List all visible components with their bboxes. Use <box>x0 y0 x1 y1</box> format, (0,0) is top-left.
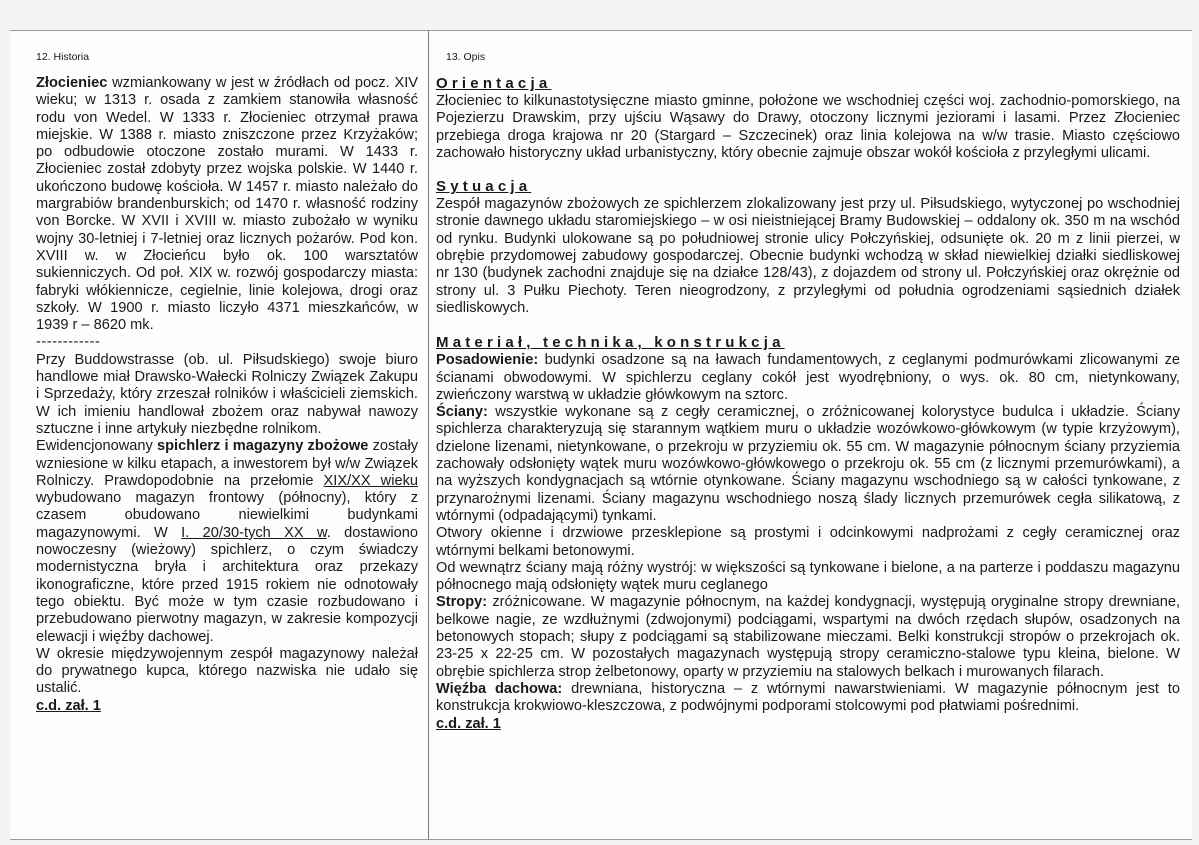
town-name: Złocieniec <box>36 75 108 91</box>
section-label-description: 13. Opis <box>446 51 486 63</box>
p3-part-a: Ewidencjonowany <box>36 438 158 455</box>
history-paragraph-4: W okresie międzywojennym zespół magazynowy należał do prywatnego kupca, którego nazwiska nie udało się ustalić. <box>36 645 418 697</box>
history-paragraph-1-text: wzmiankowany w jest w źródłach od pocz. XIV wieku; w 1313 r. osada z zamkiem stanowiła własność rodu von Wedel. W 1333 r. Złocieniec otrzymał prawa miejskie. W 1388 r. miasto zniszczone przez Krzyżaków; po odbudowie otoczone zostało murami. W 1433 r. Złocieniec został zdobyty przez wojska polskie. W 1440 r. ukończono budowę kościoła. W 1457 r. miasto należało do margrabiów brandenburskich; od 1470 r. własność rodziny von Borcke. W XVII i XVIII w. miasto zubożało w wyniku wojny 30-letniej i 7-letniej oraz licznych pożarów. Pod kon. XVIII w. w Złocieńcu było ok. 100 warsztatów sukienniczych. Od poł. XIX w. rozwój gospodarczy miasta: fabryki włókiennicze, cegielnie, linie kolejowa, drogi oraz szkoły. W 1900 r. miasto liczyło 4371 mieszkańców, w 1939 r – 8620 mk. <box>36 75 418 334</box>
sytuacja-text: Zespół magazynów zbożowych ze spichlerzem zlokalizowany jest przy ul. Piłsudskiego, wytyczonej po wschodniej stronie dawnego układu staromiejskiego – w osi nieistniejącej Bramy Budowskiej – oddalony ok. 350 m na wschód od rynku. Budynki ulokowane są po południowej stronie ulicy Połczyńskiej, odsunięte ok. 20 m z linii pierzei, w obrębie przydomowej zabudowy gospodarczej. Obecnie budynki wchodzą w skład niewielkiej działki siedliskowej nr 130 (budynek zachodni znajduje się na działce 128/43), z dojazdem od strony ul. Połczyńskiej oraz okrężnie od strony ul. 3 Pułku Piechoty. Teren nieogrodzony, z przyległymi od południa ogrodzeniami sąsiednich działek siedliskowych. <box>436 196 1180 316</box>
history-column <box>36 51 418 715</box>
date-underlined-2: I. 20/30-tych XX w <box>181 524 327 541</box>
otwory-paragraph: Otwory okienne i drzwiowe przesklepione są prostymi i odcinkowymi nadprożami z cegły ceramicznej oraz wtórnymi belkami betonowymi. <box>436 525 1180 559</box>
continued-attachment-left: c.d. zał. 1 <box>36 697 101 714</box>
continued-attachment-right: c.d. zał. 1 <box>436 715 501 732</box>
section-label-history: 12. Historia <box>36 51 90 63</box>
sciany-paragraph <box>436 404 1180 525</box>
date-underlined-1: XIX/XX wieku <box>323 472 418 489</box>
form-sheet <box>10 30 1192 840</box>
separator: ------------ <box>36 334 101 351</box>
history-paragraph-1 <box>36 75 418 334</box>
p3-part-d: wybudowano magazyn frontowy (północny), który z czasem obudowano niewielkimi budynkami magazynowymi. W <box>36 490 418 541</box>
p3-part-e: . dostawiono nowoczesny (wieżowy) spichlerz, o czym świadczy modernistyczna bryła i architektura oraz przekazy ikonograficzne, które przed 1915 rokiem nie odnotowały tego obiektu. Być może w tym czasie rozbudowano i przebudowano pierwotny magazyn, w zakresie kompozycji elewacji i więźby dachowej. <box>36 524 418 645</box>
stropy-paragraph <box>436 594 1180 680</box>
column-divider <box>428 31 429 839</box>
history-paragraph-2: Przy Buddowstrasse (ob. ul. Piłsudskiego) swoje biuro handlowe miał Drawsko-Wałecki Rolniczy Związek Zakupu i Sprzedaży, który zrzeszał rolników i właścicieli ziemskich. W ich imieniu handlował zbożem oraz nabywał nawozy sztuczne i inne artykuły niezbędne rolnikom. <box>36 351 418 437</box>
stropy-text: zróżnicowane. W magazynie północnym, na każdej kondygnacji, występują oryginalne stropy drewniane, belkowe nagie, ze wzdłużnymi (zdwojonymi) podciągami, wspartymi na dwóch rzędach słupów, osadzonych na betonowych stopach; słupy z podciągami są stabilizowane mieczami. Belki konstrukcji stropów o przekrojach ok. 23-25 x 22-25 cm. W pozostałych magazynach występują stropy ceramiczno-stalowe typu kleina, bielone. W obrębie spichlerza strop żelbetonowy, oparty w przyziemiu na stalowych belkach i murowanych filarach. <box>436 594 1180 680</box>
stropy-label: Stropy: <box>436 594 488 611</box>
sciany-label: Ściany: <box>436 404 488 421</box>
heading-orientacja: Orientacja <box>436 75 552 92</box>
p3-part-c: zostały wzniesione w kilku etapach, a inwestorem był w/w Związek Rolniczy. Prawdopodobnie na przełomie <box>36 438 418 489</box>
object-name: spichlerz i magazyny zbożowe <box>157 438 369 455</box>
heading-material: Materiał, technika, konstrukcja <box>436 334 785 352</box>
posadowienie-text: budynki osadzone są na ławach fundamentowych, z ceglanymi podmurówkami zlicowanymi ze ścianami obwodowymi. W spichlerzu ceglany cokół jest wyodrębniony, o wys. ok. 80 cm, nietynkowany, zwieńczony warstwą w układzie główkowym na sztorc. <box>436 352 1180 403</box>
wiezba-paragraph <box>436 681 1180 716</box>
wiezba-label: Więźba dachowa: <box>436 680 563 697</box>
posadowienie-paragraph <box>436 352 1180 404</box>
posadowienie-label: Posadowienie: <box>436 352 539 369</box>
description-column <box>436 51 1180 733</box>
sciany-text: wszystkie wykonane są z cegły ceramicznej, o zróżnicowanej kolorystyce budulca i układzie. Ściany spichlerza charakteryzują się starannym wątkiem muru o układzie wozówkowo-główkowym (w typie krzyżowym), dzielone lizenami, nietynkowane, o przekroju w przyziemiu ok. 55 cm. W magazynie północnym ściany przyziemia zachowały odsłonięty wątek muru wozówkowo-główkowego o przekroju ok. 55 cm (z licznymi przemurówkami), a na wyższych kondygnacjach są wtórnie otynkowane. Ściany magazynu wschodniego są w całości tynkowane, z przynarożnymi lizenami. Ściany magazynu wschodniego noszą ślady licznych przemurówek cegła silikatową, z wtórnymi (odpadającymi) tynkami. <box>436 404 1180 524</box>
wnetrze-paragraph: Od wewnątrz ściany mają różny wystrój: w większości są tynkowane i bielone, a na parterze i poddaszu magazynu północnego mają odsłonięty wątek muru ceglanego <box>436 559 1180 594</box>
heading-sytuacja: Sytuacja <box>436 178 532 196</box>
history-paragraph-3 <box>36 438 418 646</box>
wiezba-text: drewniana, historyczna – z wtórnymi nawarstwieniami. W magazynie północnym jest to konstrukcja krokwiowo-kleszczowa, z podwójnymi podporami stolcowymi pod płatwiami pośrednimi. <box>436 680 1180 715</box>
orientacja-text: Złocieniec to kilkunastotysięczne miasto gminne, położone we wschodniej części woj. zachodnio-pomorskiego, na Pojezierzu Drawskim, przy ujściu Wąsawy do Drawy, otoczony licznymi jeziorami i lasami. Przez Złocieniec przebiega droga krajowa nr 20 (Stargard – Szczecinek) oraz linia kolejowa na w/w trasie. Miasto częściowo zachowało historyczny układ urbanistyczny, który obecnie zajmuje obszar wokół kościoła z przyległymi ulicami. <box>436 93 1180 161</box>
